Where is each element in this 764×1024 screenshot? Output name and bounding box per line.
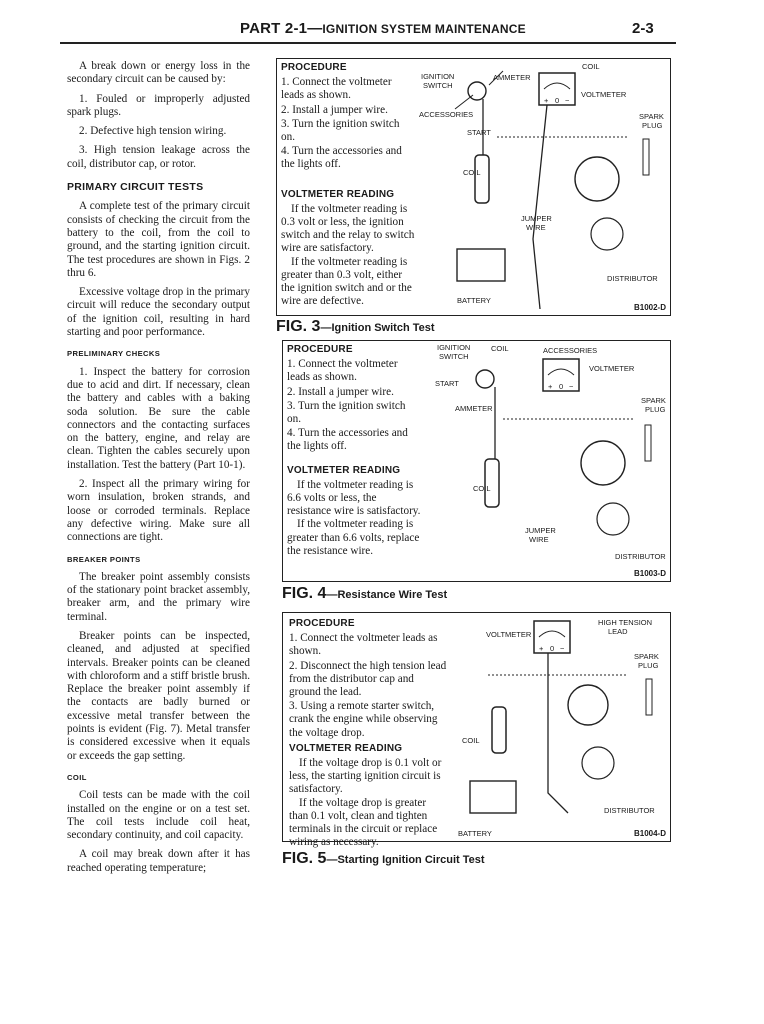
distributor-icon	[575, 157, 619, 201]
fig5-label-battery: BATTERY	[458, 829, 492, 837]
fig5-label-high-tension: HIGH TENSION	[598, 618, 653, 627]
fig4-label-coil: COIL	[491, 344, 509, 353]
fig4-label-plug: PLUG	[645, 405, 666, 414]
fig3-step: 4. Turn the accessories and the lights off.	[281, 145, 402, 171]
coil-icon	[492, 707, 506, 753]
fig4-wiring-diagram	[423, 341, 668, 577]
fig3-procedure-heading: PROCEDURE	[281, 62, 347, 73]
fig4-zero: 0	[559, 382, 564, 391]
coil-paragraph: A coil may break down after it has reached operating temperature;	[67, 848, 250, 874]
fig4-reading-text: If the voltmeter reading is 6.6 volts or less, the resistance wire is satisfactory.	[287, 478, 421, 518]
distributor-icon	[581, 441, 625, 485]
test-wire	[548, 653, 568, 813]
fig3-label-coil: COIL	[582, 62, 600, 71]
fig4-caption-text: —Resistance Wire Test	[326, 589, 448, 601]
fig4-box	[282, 340, 671, 582]
fig4-reading-text: If the voltmeter reading is greater than 6.6 volts, replace the resistance wire.	[287, 518, 420, 557]
prelim-heading: PRELIMINARY CHECKS	[67, 349, 161, 359]
fig5-step: 1. Connect the voltmeter leads as shown.	[289, 632, 438, 658]
fig5-label-distributor: DISTRIBUTOR	[604, 806, 655, 815]
fig4-label-spark: SPARK	[641, 396, 666, 405]
fig3-reading-heading: VOLTMETER READING	[281, 188, 395, 200]
fig3-plus: +	[544, 96, 549, 105]
fig3-label: FIG. 3	[276, 318, 321, 335]
fig4-step: 2. Install a jumper wire.	[287, 385, 394, 398]
distributor-base-icon	[582, 747, 614, 779]
fig3-label-jumper: JUMPER	[521, 214, 552, 223]
jumper-wire	[533, 105, 547, 309]
fig3-label-wire: WIRE	[526, 223, 546, 232]
fig4-label-coil2: COIL	[473, 484, 491, 493]
coil-icon	[475, 155, 489, 203]
fig4-step: 1. Connect the voltmeter leads as shown.	[287, 358, 398, 384]
fig3-reading-text: If the voltmeter reading is 0.3 volt or less, the ignition switch and the relay to switch wire are satisfactory.	[281, 202, 415, 255]
fig5-label: FIG. 5	[282, 850, 327, 867]
page-header	[0, 18, 764, 40]
fig4-label: FIG. 4	[282, 585, 327, 602]
fig3-label-plug: PLUG	[642, 121, 663, 130]
fig4-step: 4. Turn the accessories and the lights off.	[287, 427, 408, 453]
fig4-label-distributor: DISTRIBUTOR	[615, 552, 666, 561]
fig5-box	[282, 612, 671, 849]
fig3-box	[276, 58, 671, 316]
left-column	[67, 60, 250, 881]
fig4-label-accessories: ACCESSORIES	[543, 346, 598, 355]
fig4-code: B1003-D	[633, 569, 666, 578]
fig3-step: 1. Connect the voltmeter leads as shown.	[281, 76, 392, 102]
breaker-heading: BREAKER POINTS	[67, 554, 141, 564]
fig4-procedure-heading: PROCEDURE	[287, 344, 353, 355]
fig5-step: 3. Using a remote starter switch, crank the engine while observing the voltage drop.	[289, 700, 438, 739]
accessories-leader	[455, 95, 473, 109]
fig4-label-jumper: JUMPER	[525, 526, 556, 535]
distributor-base-icon	[591, 218, 623, 250]
fig3-label-switch: SWITCH	[423, 81, 453, 90]
part-number: 2-1	[284, 20, 308, 37]
fig5-label-spark: SPARK	[634, 652, 659, 661]
page-number: 2-3	[632, 20, 654, 37]
fig3-label-spark: SPARK	[639, 112, 664, 121]
page-title	[240, 20, 526, 37]
fig3-label-ammeter: AMMETER	[493, 73, 531, 82]
battery-icon	[470, 781, 516, 813]
fig4-label-voltmeter: VOLTMETER	[589, 364, 635, 373]
cause-item: 2. Defective high tension wiring.	[79, 125, 227, 138]
breaker-paragraph: Breaker points can be inspected, cleaned, and adjusted at specified intervals. Breaker points can be cleaned with chloroform and a stiff bristle brush. Replace the breaker point assembly if the contacts are badly burned or excessive metal transfer between the points is evident (Fig. 7). Metal transfer is considered excessive when it equals or exceeds the gap setting.	[67, 629, 250, 762]
fig4-label-switch: SWITCH	[439, 352, 469, 361]
fig3-label-distributor: DISTRIBUTOR	[607, 274, 658, 283]
battery-icon	[457, 249, 505, 281]
fig5-reading-text: If the voltage drop is greater than 0.1 volt, clean and tighten terminals in the circuit or replace wiring as necessary.	[289, 796, 438, 849]
fig4-label-start: START	[435, 379, 459, 388]
fig5-label-lead: LEAD	[608, 627, 628, 636]
fig3-label-start: START	[467, 128, 491, 137]
fig5-procedure-heading: PROCEDURE	[289, 618, 355, 629]
distributor-icon	[568, 685, 608, 725]
ignition-switch-icon	[476, 370, 494, 388]
header-rule	[60, 42, 676, 44]
fig5-reading-heading: VOLTMETER READING	[289, 742, 403, 754]
prelim-paragraph: 2. Inspect all the primary wiring for worn insulation, broken strands, and loose or corroded terminals. Replace any defective wiring. Make sure all connections are tight.	[67, 478, 250, 544]
title-dash: —	[307, 20, 323, 37]
fig5-label-voltmeter: VOLTMETER	[486, 630, 532, 639]
fig3-minus: −	[565, 96, 570, 105]
fig3-step: 2. Install a jumper wire.	[281, 103, 388, 116]
fig3-label-coil2: COIL	[463, 168, 481, 177]
intro-paragraph: A break down or energy loss in the secondary circuit can be caused by:	[67, 60, 250, 86]
fig5-label-coil: COIL	[462, 736, 480, 745]
fig3-code: B1002-D	[633, 303, 666, 312]
fig3-caption	[276, 318, 435, 336]
primary-paragraph: A complete test of the primary circuit consists of checking the circuit from the battery to the coil, from the coil to ground, and the starting ignition circuit. The test procedures are shown in Figs. 2 thru 6.	[67, 200, 250, 279]
fig5-label-plug: PLUG	[638, 661, 659, 670]
spark-plug-icon	[643, 139, 649, 175]
fig5-step: 2. Disconnect the high tension lead from the distributor cap and ground the lead.	[289, 659, 447, 699]
fig5-minus: −	[560, 644, 565, 653]
fig3-zero: 0	[555, 96, 560, 105]
voltmeter-dial	[544, 83, 570, 89]
fig3-label-voltmeter: VOLTMETER	[581, 90, 627, 99]
fig4-reading-heading: VOLTMETER READING	[287, 464, 401, 476]
cause-item: 1. Fouled or improperly adjusted spark plugs.	[67, 92, 250, 118]
fig3-label-accessories: ACCESSORIES	[419, 110, 474, 119]
fig5-code: B1004-D	[633, 829, 666, 838]
fig3-wiring-diagram	[417, 59, 667, 309]
fig3-label-ignition: IGNITION	[421, 72, 455, 81]
fig5-reading-text: If the voltage drop is 0.1 volt or less, the starting ignition circuit is satisfactory.	[289, 757, 442, 796]
coil-heading: COIL	[67, 772, 87, 782]
fig3-label-battery: BATTERY	[457, 296, 491, 305]
spark-plug-icon	[646, 679, 652, 715]
fig3-caption-text: —Ignition Switch Test	[320, 322, 435, 334]
fig5-caption	[282, 850, 485, 868]
prelim-paragraph: 1. Inspect the battery for corrosion due to acid and dirt. If necessary, clean the battery and cables with a baking soda solution. Be sure the cable connectors and the contacting surfaces on the battery, engine, and relay are clean. Tighten the cables securely upon installation. Test the battery (Part 10-1).	[67, 365, 250, 471]
title-text: IGNITION SYSTEM MAINTENANCE	[322, 22, 526, 36]
fig4-label-ammeter: AMMETER	[455, 404, 493, 413]
fig5-caption-text: —Starting Ignition Circuit Test	[326, 854, 485, 866]
part-word: PART	[240, 20, 281, 37]
fig4-step: 3. Turn the ignition switch on.	[287, 399, 406, 426]
fig4-minus: −	[569, 382, 574, 391]
fig3-reading-text: If the voltmeter reading is greater than 0.3 volt, either the ignition switch and or the wire are defective.	[281, 255, 412, 308]
coil-icon	[485, 459, 499, 507]
voltmeter-dial	[548, 369, 574, 375]
primary-heading: PRIMARY CIRCUIT TESTS	[67, 181, 204, 194]
fig5-zero: 0	[550, 644, 555, 653]
fig5-plus: +	[539, 644, 544, 653]
spark-plug-icon	[645, 425, 651, 461]
fig5-wiring-diagram	[448, 613, 668, 837]
fig4-label-ignition: IGNITION	[437, 343, 471, 352]
coil-paragraph: Coil tests can be made with the coil installed on the engine or on a test set. The coil tests include coil heat, secondary continuity, and coil capacity.	[67, 789, 250, 842]
fig4-label-wire: WIRE	[529, 535, 549, 544]
fig4-plus: +	[548, 382, 553, 391]
fig3-step: 3. Turn the ignition switch on.	[281, 117, 400, 144]
distributor-base-icon	[597, 503, 629, 535]
breaker-paragraph: The breaker point assembly consists of the stationary point bracket assembly, breaker arm, and the primary wire terminal.	[67, 570, 250, 623]
primary-paragraph: Excessive voltage drop in the primary circuit will reduce the secondary output of the ignition coil, resulting in hard starting and poor performance.	[67, 286, 250, 339]
voltmeter-dial	[539, 631, 565, 637]
cause-item: 3. High tension leakage across the coil, distributor cap, or rotor.	[67, 144, 250, 170]
fig4-caption	[282, 585, 447, 603]
